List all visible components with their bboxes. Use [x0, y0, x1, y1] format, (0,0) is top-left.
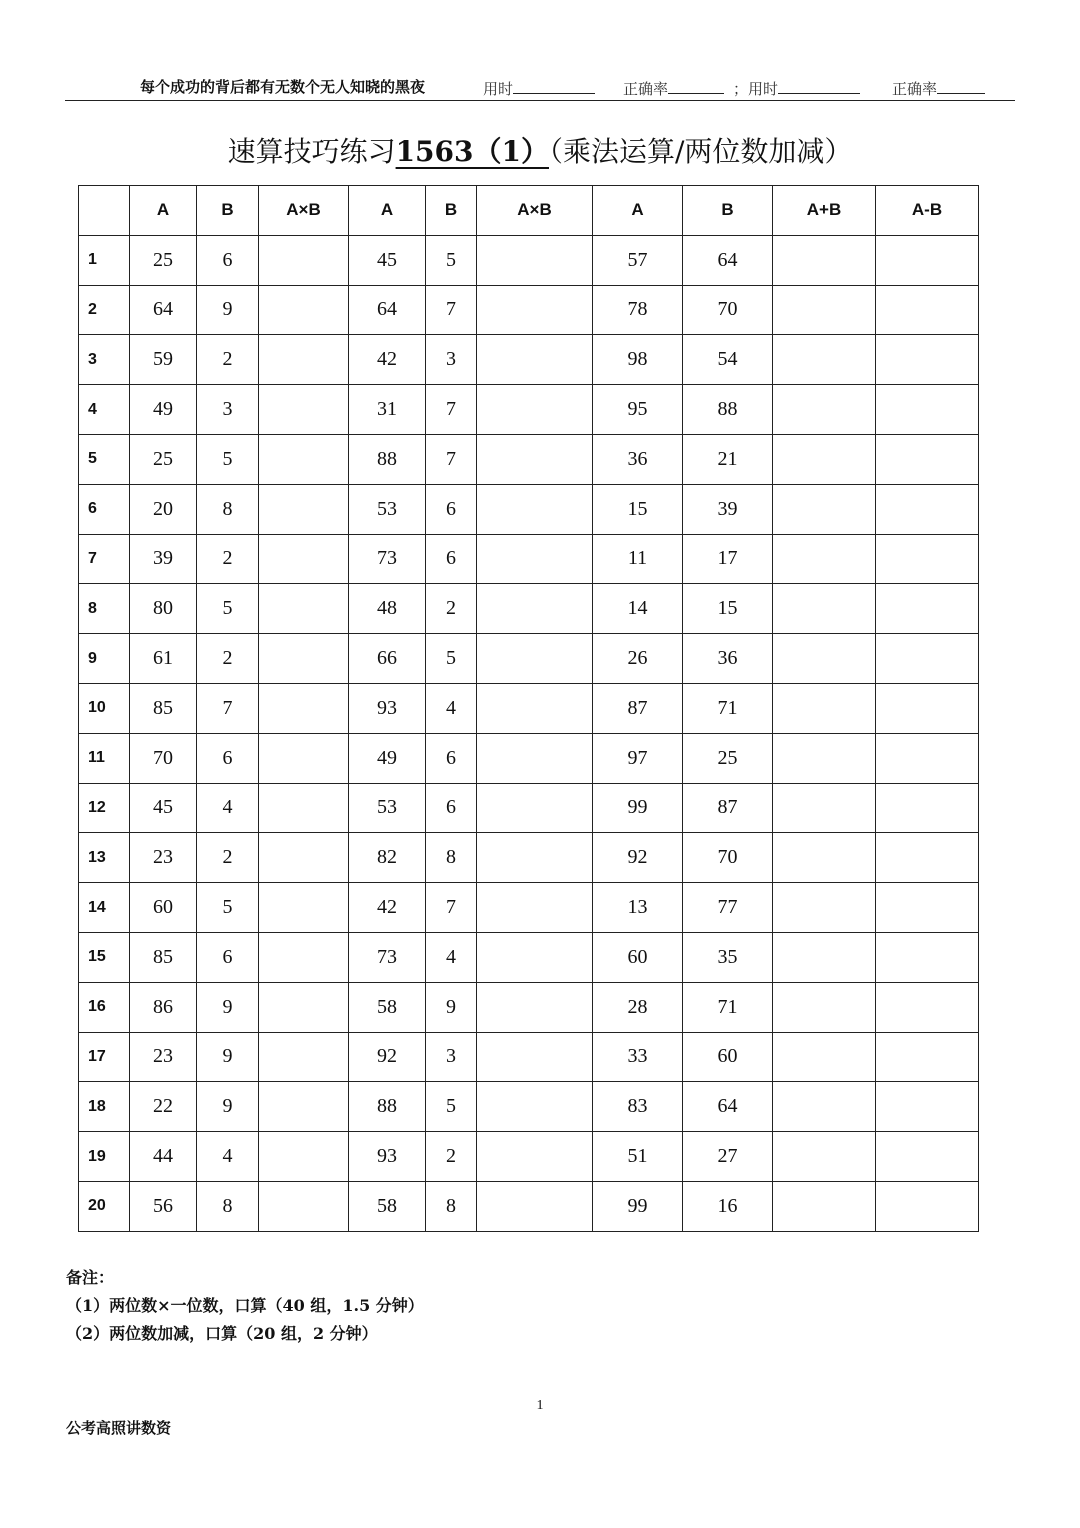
cell-a2: 73	[349, 932, 426, 982]
cell-a3: 51	[593, 1132, 683, 1182]
table-row	[79, 982, 979, 1032]
cell-a1: 70	[130, 733, 197, 783]
cell-a2: 58	[349, 1181, 426, 1231]
table-row	[79, 235, 979, 285]
cell-b2: 4	[426, 932, 477, 982]
time-field-1	[483, 78, 595, 99]
cell-b1: 8	[197, 1181, 259, 1231]
table-row	[79, 1181, 979, 1231]
cell-b3: 21	[683, 434, 773, 484]
cell-b1: 9	[197, 1032, 259, 1082]
table-body	[79, 235, 979, 1231]
answer-product2[interactable]	[477, 932, 593, 982]
answer-product1[interactable]	[259, 1032, 349, 1082]
answer-sum[interactable]	[773, 833, 876, 883]
cell-a3: 26	[593, 634, 683, 684]
answer-difference[interactable]	[876, 584, 979, 634]
cell-b3: 87	[683, 783, 773, 833]
cell-b3: 39	[683, 484, 773, 534]
cell-a1: 23	[130, 1032, 197, 1082]
cell-b3: 16	[683, 1181, 773, 1231]
answer-difference[interactable]	[876, 783, 979, 833]
time-blank-1	[513, 79, 595, 94]
cell-a2: 88	[349, 434, 426, 484]
answer-product2[interactable]	[477, 385, 593, 435]
row-index: 20	[79, 1181, 130, 1231]
cell-a3: 33	[593, 1032, 683, 1082]
cell-a2: 82	[349, 833, 426, 883]
answer-sum[interactable]	[773, 235, 876, 285]
answer-product2[interactable]	[477, 833, 593, 883]
answer-difference[interactable]	[876, 434, 979, 484]
answer-product2[interactable]	[477, 335, 593, 385]
cell-a3: 11	[593, 534, 683, 584]
table-row	[79, 634, 979, 684]
cell-a2: 64	[349, 285, 426, 335]
answer-sum[interactable]	[773, 982, 876, 1032]
table-row	[79, 335, 979, 385]
cell-b1: 6	[197, 235, 259, 285]
table-row	[79, 833, 979, 883]
cell-a2: 92	[349, 1032, 426, 1082]
answer-product2[interactable]	[477, 783, 593, 833]
answer-difference[interactable]	[876, 883, 979, 933]
answer-product1[interactable]	[259, 534, 349, 584]
cell-b1: 5	[197, 434, 259, 484]
cell-b1: 9	[197, 1082, 259, 1132]
cell-a3: 13	[593, 883, 683, 933]
table-row	[79, 783, 979, 833]
cell-a3: 95	[593, 385, 683, 435]
title-prefix: 速算技巧练习	[227, 135, 396, 168]
cell-a3: 14	[593, 584, 683, 634]
cell-b2: 8	[426, 833, 477, 883]
cell-b3: 70	[683, 285, 773, 335]
cell-a2: 93	[349, 1132, 426, 1182]
answer-product1[interactable]	[259, 1181, 349, 1231]
cell-a1: 85	[130, 683, 197, 733]
answer-sum[interactable]	[773, 385, 876, 435]
cell-b2: 7	[426, 883, 477, 933]
cell-a2: 53	[349, 783, 426, 833]
answer-product2[interactable]	[477, 634, 593, 684]
answer-sum[interactable]	[773, 932, 876, 982]
header-cell-index	[79, 186, 130, 236]
cell-b2: 2	[426, 584, 477, 634]
cell-a2: 31	[349, 385, 426, 435]
answer-difference[interactable]	[876, 385, 979, 435]
table-row	[79, 584, 979, 634]
cell-a2: 45	[349, 235, 426, 285]
answer-difference[interactable]	[876, 1132, 979, 1182]
cell-a1: 80	[130, 584, 197, 634]
cell-a1: 85	[130, 932, 197, 982]
cell-a1: 64	[130, 285, 197, 335]
answer-sum[interactable]	[773, 1032, 876, 1082]
cell-a3: 36	[593, 434, 683, 484]
answer-product1[interactable]	[259, 385, 349, 435]
cell-a3: 60	[593, 932, 683, 982]
answer-product1[interactable]	[259, 434, 349, 484]
cell-b3: 71	[683, 683, 773, 733]
table-row	[79, 883, 979, 933]
cell-a1: 45	[130, 783, 197, 833]
row-index: 5	[79, 434, 130, 484]
answer-product2[interactable]	[477, 1181, 593, 1231]
answer-product1[interactable]	[259, 1132, 349, 1182]
answer-product1[interactable]	[259, 932, 349, 982]
cell-b3: 77	[683, 883, 773, 933]
time-label-2: 用时	[748, 80, 779, 98]
row-index: 11	[79, 733, 130, 783]
cell-a1: 86	[130, 982, 197, 1032]
table-row	[79, 484, 979, 534]
accuracy-blank-2	[937, 79, 985, 94]
cell-a3: 83	[593, 1082, 683, 1132]
answer-difference[interactable]	[876, 932, 979, 982]
cell-b3: 15	[683, 584, 773, 634]
answer-product1[interactable]	[259, 1082, 349, 1132]
answer-product1[interactable]	[259, 634, 349, 684]
title-suffix: （乘法运算/两位数加减）	[549, 135, 853, 168]
cell-b1: 3	[197, 385, 259, 435]
table-row	[79, 1032, 979, 1082]
answer-product1[interactable]	[259, 335, 349, 385]
cell-a1: 49	[130, 385, 197, 435]
title-number: 1563（1）	[395, 135, 549, 168]
row-index: 14	[79, 883, 130, 933]
cell-b1: 5	[197, 584, 259, 634]
cell-b1: 7	[197, 683, 259, 733]
answer-product2[interactable]	[477, 683, 593, 733]
cell-b1: 6	[197, 932, 259, 982]
cell-a1: 25	[130, 434, 197, 484]
time-blank-2	[778, 79, 860, 94]
answer-product2[interactable]	[477, 434, 593, 484]
answer-sum[interactable]	[773, 1181, 876, 1231]
cell-a2: 58	[349, 982, 426, 1032]
answer-product2[interactable]	[477, 534, 593, 584]
answer-difference[interactable]	[876, 634, 979, 684]
cell-a1: 39	[130, 534, 197, 584]
cell-a1: 59	[130, 335, 197, 385]
answer-sum[interactable]	[773, 1082, 876, 1132]
answer-difference[interactable]	[876, 534, 979, 584]
cell-a3: 87	[593, 683, 683, 733]
answer-difference[interactable]	[876, 285, 979, 335]
cell-b1: 9	[197, 285, 259, 335]
cell-a3: 92	[593, 833, 683, 883]
row-index: 2	[79, 285, 130, 335]
cell-b2: 6	[426, 484, 477, 534]
answer-sum[interactable]	[773, 285, 876, 335]
cell-b1: 6	[197, 733, 259, 783]
answer-product1[interactable]	[259, 833, 349, 883]
time-label-1: 用时	[483, 80, 514, 98]
cell-a3: 99	[593, 783, 683, 833]
header-cell-difference: A-B	[876, 186, 979, 236]
table-row	[79, 733, 979, 783]
answer-sum[interactable]	[773, 335, 876, 385]
header-cell-sum: A+B	[773, 186, 876, 236]
header-cell-b1: B	[197, 186, 259, 236]
row-index: 8	[79, 584, 130, 634]
answer-difference[interactable]	[876, 1181, 979, 1231]
cell-a2: 93	[349, 683, 426, 733]
accuracy-label-2: 正确率	[892, 80, 938, 98]
answer-difference[interactable]	[876, 1082, 979, 1132]
header-cell-product1: A×B	[259, 186, 349, 236]
row-index: 19	[79, 1132, 130, 1182]
answer-sum[interactable]	[773, 534, 876, 584]
notes-line-2: （2）两位数加减，口算（20 组，2 分钟）	[66, 1324, 378, 1343]
table-row	[79, 534, 979, 584]
answer-product2[interactable]	[477, 584, 593, 634]
answer-product1[interactable]	[259, 683, 349, 733]
answer-difference[interactable]	[876, 833, 979, 883]
cell-a3: 57	[593, 235, 683, 285]
answer-sum[interactable]	[773, 883, 876, 933]
row-index: 13	[79, 833, 130, 883]
cell-a1: 56	[130, 1181, 197, 1231]
table-row	[79, 1132, 979, 1182]
cell-b1: 9	[197, 982, 259, 1032]
table-row	[79, 932, 979, 982]
header-row	[79, 186, 979, 236]
cell-b2: 5	[426, 634, 477, 684]
answer-difference[interactable]	[876, 982, 979, 1032]
answer-sum[interactable]	[773, 484, 876, 534]
cell-b3: 71	[683, 982, 773, 1032]
cell-a1: 20	[130, 484, 197, 534]
cell-b3: 35	[683, 932, 773, 982]
cell-a2: 49	[349, 733, 426, 783]
cell-a2: 73	[349, 534, 426, 584]
accuracy-field-2	[892, 78, 985, 99]
cell-a2: 48	[349, 584, 426, 634]
answer-sum[interactable]	[773, 783, 876, 833]
cell-a3: 15	[593, 484, 683, 534]
answer-difference[interactable]	[876, 235, 979, 285]
cell-b1: 4	[197, 1132, 259, 1182]
header-cell-a3: A	[593, 186, 683, 236]
answer-product1[interactable]	[259, 733, 349, 783]
row-index: 10	[79, 683, 130, 733]
answer-product1[interactable]	[259, 584, 349, 634]
cell-a2: 42	[349, 883, 426, 933]
cell-b3: 88	[683, 385, 773, 435]
row-index: 12	[79, 783, 130, 833]
table-row	[79, 1082, 979, 1132]
answer-difference[interactable]	[876, 733, 979, 783]
answer-product2[interactable]	[477, 1082, 593, 1132]
answer-product1[interactable]	[259, 235, 349, 285]
answer-product2[interactable]	[477, 733, 593, 783]
answer-difference[interactable]	[876, 484, 979, 534]
cell-b1: 2	[197, 634, 259, 684]
cell-a1: 61	[130, 634, 197, 684]
cell-b3: 17	[683, 534, 773, 584]
cell-b3: 64	[683, 1082, 773, 1132]
cell-b2: 6	[426, 534, 477, 584]
accuracy-label-1: 正确率	[623, 80, 669, 98]
page-number: 1	[536, 1398, 544, 1413]
cell-b2: 8	[426, 1181, 477, 1231]
row-index: 18	[79, 1082, 130, 1132]
cell-b3: 60	[683, 1032, 773, 1082]
answer-sum[interactable]	[773, 584, 876, 634]
answer-product2[interactable]	[477, 883, 593, 933]
answer-sum[interactable]	[773, 1132, 876, 1182]
answer-difference[interactable]	[876, 683, 979, 733]
time-field-2	[733, 78, 860, 99]
cell-b1: 8	[197, 484, 259, 534]
answer-product2[interactable]	[477, 484, 593, 534]
notes-heading: 备注：	[66, 1268, 115, 1287]
cell-a3: 28	[593, 982, 683, 1032]
cell-a2: 88	[349, 1082, 426, 1132]
cell-b2: 6	[426, 783, 477, 833]
cell-a2: 53	[349, 484, 426, 534]
notes-section	[66, 1264, 424, 1348]
table-row	[79, 285, 979, 335]
cell-b1: 2	[197, 833, 259, 883]
cell-b2: 5	[426, 235, 477, 285]
row-index: 9	[79, 634, 130, 684]
header-cell-product2: A×B	[477, 186, 593, 236]
accuracy-field-1	[623, 78, 724, 99]
notes-line-1: （1）两位数×一位数，口算（40 组，1.5 分钟）	[66, 1296, 424, 1315]
cell-a1: 25	[130, 235, 197, 285]
cell-b3: 25	[683, 733, 773, 783]
cell-a2: 42	[349, 335, 426, 385]
answer-sum[interactable]	[773, 733, 876, 783]
row-index: 3	[79, 335, 130, 385]
cell-b2: 3	[426, 335, 477, 385]
row-index: 16	[79, 982, 130, 1032]
header-separator: ；	[733, 80, 749, 98]
header-motto: 每个成功的背后都有无数个无人知晓的黑夜	[140, 78, 426, 96]
cell-b3: 54	[683, 335, 773, 385]
cell-b2: 4	[426, 683, 477, 733]
header-cell-b2: B	[426, 186, 477, 236]
answer-product1[interactable]	[259, 883, 349, 933]
answer-sum[interactable]	[773, 683, 876, 733]
answer-difference[interactable]	[876, 1032, 979, 1082]
page-header	[65, 74, 1015, 101]
header-cell-a2: A	[349, 186, 426, 236]
table-row	[79, 385, 979, 435]
cell-a1: 23	[130, 833, 197, 883]
answer-sum[interactable]	[773, 634, 876, 684]
answer-sum[interactable]	[773, 434, 876, 484]
cell-b2: 3	[426, 1032, 477, 1082]
cell-a1: 44	[130, 1132, 197, 1182]
answer-product2[interactable]	[477, 1032, 593, 1082]
cell-b2: 5	[426, 1082, 477, 1132]
cell-b1: 2	[197, 335, 259, 385]
cell-b1: 5	[197, 883, 259, 933]
answer-product1[interactable]	[259, 982, 349, 1032]
row-index: 17	[79, 1032, 130, 1082]
cell-b2: 7	[426, 434, 477, 484]
cell-b2: 6	[426, 733, 477, 783]
answer-product1[interactable]	[259, 484, 349, 534]
answer-product1[interactable]	[259, 285, 349, 335]
cell-b1: 4	[197, 783, 259, 833]
cell-a3: 98	[593, 335, 683, 385]
header-cell-b3: B	[683, 186, 773, 236]
row-index: 15	[79, 932, 130, 982]
practice-table	[78, 185, 979, 1232]
cell-b3: 70	[683, 833, 773, 883]
cell-a3: 97	[593, 733, 683, 783]
answer-product2[interactable]	[477, 1132, 593, 1182]
answer-product2[interactable]	[477, 235, 593, 285]
cell-b3: 27	[683, 1132, 773, 1182]
cell-a3: 99	[593, 1181, 683, 1231]
cell-a1: 22	[130, 1082, 197, 1132]
accuracy-blank-1	[668, 79, 724, 94]
cell-b2: 7	[426, 285, 477, 335]
table-row	[79, 434, 979, 484]
answer-product2[interactable]	[477, 285, 593, 335]
footer-text: 公考高照讲数资	[66, 1419, 172, 1437]
cell-b1: 2	[197, 534, 259, 584]
cell-a1: 60	[130, 883, 197, 933]
answer-product2[interactable]	[477, 982, 593, 1032]
table-row	[79, 683, 979, 733]
row-index: 7	[79, 534, 130, 584]
header-cell-a1: A	[130, 186, 197, 236]
cell-a2: 66	[349, 634, 426, 684]
cell-b3: 64	[683, 235, 773, 285]
cell-b3: 36	[683, 634, 773, 684]
answer-product1[interactable]	[259, 783, 349, 833]
cell-b2: 9	[426, 982, 477, 1032]
row-index: 6	[79, 484, 130, 534]
row-index: 4	[79, 385, 130, 435]
row-index: 1	[79, 235, 130, 285]
cell-a3: 78	[593, 285, 683, 335]
cell-b2: 2	[426, 1132, 477, 1182]
cell-b2: 7	[426, 385, 477, 435]
page-title	[0, 130, 1080, 170]
answer-difference[interactable]	[876, 335, 979, 385]
